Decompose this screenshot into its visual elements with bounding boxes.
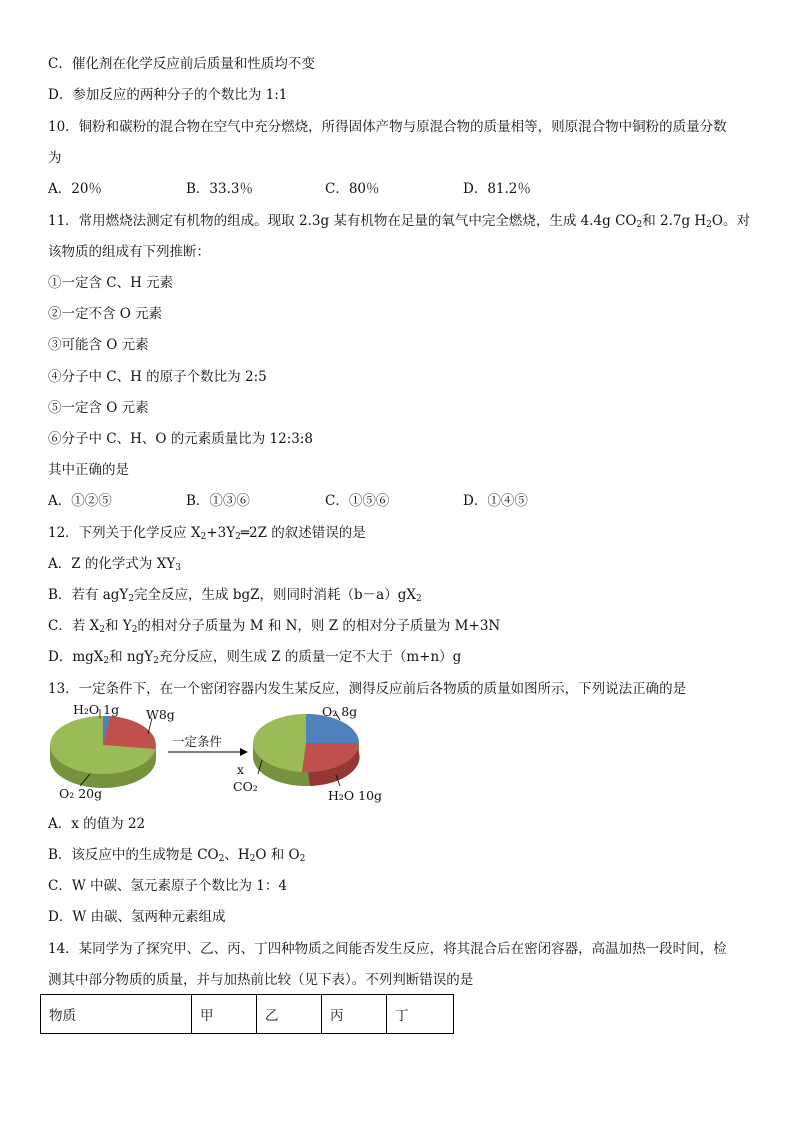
q10-option-b: B．33.3％ <box>186 181 253 197</box>
table-row <box>41 995 454 1034</box>
q13-pie-figure <box>40 700 400 810</box>
table-header-substance: 物质 <box>41 995 192 1034</box>
q9-option-c: C．催化剂在化学反应前后质量和性质均不变 <box>48 56 315 72</box>
q11-item-2: ②一定不含 O 元素 <box>48 306 163 322</box>
q11-option-a: A．①②⑤ <box>48 493 112 509</box>
q11-item-6: ⑥分子中 C、H、O 的元素质量比为 12:3:8 <box>48 431 313 447</box>
q10-option-a: A．20％ <box>48 181 102 197</box>
q12-option-a: A．Z 的化学式为 $XY_3$ <box>48 556 181 573</box>
q13-option-b: B．该反应中的生成物是 $CO_2$、$H_2O$ 和 $O_2$ <box>48 847 306 864</box>
q11-item-5: ⑤一定含 O 元素 <box>48 400 149 416</box>
right-pie-chart <box>233 704 382 803</box>
arrow-label: 一定条件 <box>172 734 223 749</box>
arrow-head <box>240 748 248 756</box>
left-label-h2o: H₂O 1g <box>73 702 120 717</box>
q12-option-b: B．若有 agY$_2$完全反应，生成 bgZ，则同时消耗$(b-a)gX_2$ <box>48 587 422 604</box>
q14-stem-line2: 测其中部分物质的质量，并与加热前比较（见下表）。不列判断错误的是 <box>48 972 474 988</box>
q11-tail: 其中正确的是 <box>48 462 129 478</box>
q12-option-c: C．若 $X_2$和 $Y_2$的相对分子质量为 M 和 N，则 Z 的相对分子质量为 M+3N <box>48 618 501 635</box>
q14-stem-line1: 14．某同学为了探究甲、乙、丙、丁四种物质之间能否发生反应，将其混合后在密闭容器，高温加热一段时间，检 <box>48 941 727 957</box>
q14-table <box>40 994 454 1034</box>
q13-option-d: D．W 由碳、氢两种元素组成 <box>48 909 226 925</box>
q10-stem-line2: 为 <box>48 150 62 166</box>
left-pie-chart <box>50 702 175 801</box>
table-header-jia: 甲 <box>192 995 257 1034</box>
q11-stem-line2: 该物质的组成有下列推断： <box>48 244 210 260</box>
q12-option-d: D．mgX$_2$和 ngY$_2$充分反应，则生成 Z 的质量一定不大于（m+n）g <box>48 649 462 666</box>
right-label-o2: O₂ 8g <box>322 704 358 719</box>
q11-option-b: B．①③⑥ <box>186 493 250 509</box>
q10-option-c: C．80％ <box>325 181 380 197</box>
q11-item-3: ③可能含 O 元素 <box>48 337 149 353</box>
table-header-bing: 丙 <box>322 995 387 1034</box>
left-label-w: W8g <box>146 707 175 722</box>
q9-option-d: D．参加反应的两种分子的个数比为 1:1 <box>48 87 288 103</box>
right-label-co2: CO₂ <box>233 779 258 794</box>
q11-item-4: ④分子中 C、H 的原子个数比为 2:5 <box>48 369 267 385</box>
q11-stem-line1: 11．常用燃烧法测定有机物的组成。现取 2.3g 某有机物在足量的氧气中完全燃烧，生成 4.4g $CO_2$和 2.7g $H_2O$。对 <box>48 213 750 230</box>
table-header-yi: 乙 <box>257 995 322 1034</box>
right-label-h2o: H₂O 10g <box>328 788 383 803</box>
right-label-x: x <box>237 762 245 777</box>
q10-stem-line1: 10．铜粉和碳粉的混合物在空气中充分燃烧，所得固体产物与原混合物的质量相等，则原混合物中铜粉的质量分数 <box>48 119 727 135</box>
left-label-o2: O₂ 20g <box>59 786 103 801</box>
q12-stem: 12．下列关于化学反应 $X_2+3Y_2═2Z$ 的叙述错误的是 <box>48 525 366 542</box>
table-header-ding: 丁 <box>387 995 454 1034</box>
q11-item-1: ①一定含 C、H 元素 <box>48 275 174 291</box>
q13-stem: 13．一定条件下，在一个密闭容器内发生某反应，测得反应前后各物质的质量如图所示，下列说法正确的是 <box>48 681 687 697</box>
reaction-arrow <box>168 734 248 756</box>
q11-option-d: D．①④⑤ <box>463 493 528 509</box>
q10-option-d: D．81.2％ <box>463 181 531 197</box>
q13-option-c: C．W 中碳、氢元素原子个数比为 1：4 <box>48 878 287 894</box>
q11-option-c: C．①⑤⑥ <box>325 493 390 509</box>
q13-option-a: A．x 的值为 22 <box>48 816 146 832</box>
